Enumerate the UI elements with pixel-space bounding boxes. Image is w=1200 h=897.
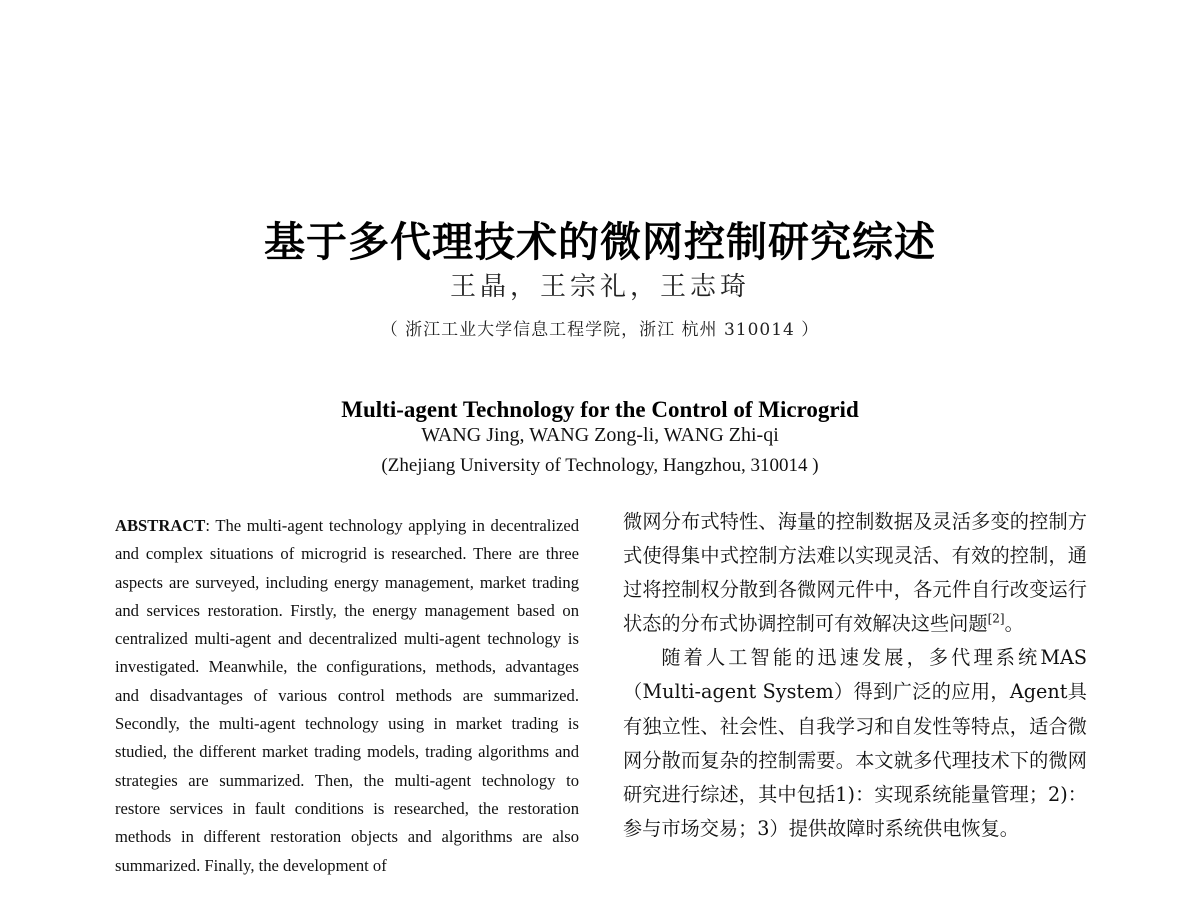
body-column-right xyxy=(623,505,1087,846)
abstract-label: ABSTRACT xyxy=(115,516,206,535)
english-title: Multi-agent Technology for the Control of Microgrid xyxy=(341,397,859,422)
body-paragraph-1 xyxy=(623,505,1087,641)
chinese-authors: 王晶，王宗礼，王志琦 xyxy=(449,272,750,302)
body-paragraph-1-end: 。 xyxy=(1004,612,1024,636)
english-authors: WANG Jing, WANG Zong-li, WANG Zhi-qi xyxy=(421,424,779,446)
english-affiliation: (Zhejiang University of Technology, Hangzhou, 310014 ) xyxy=(381,455,819,476)
abstract-paragraph xyxy=(115,512,579,880)
citation-ref: [2] xyxy=(987,611,1005,626)
abstract-text: : The multi-agent technology applying in decentralized and complex situations of microgrid is researched. There are three aspects are surveyed, including energy management, market trading and services restoration. Firstly, the energy management based on centralized multi-agent and decentralized multi-agent technology is investigated. Meanwhile, the configurations, methods, advantages and disadvantages of various control methods are summarized. Secondly, the multi-agent technology using in market trading is studied, the different market trading models, trading algorithms and strategies are summarized. Then, the multi-agent technology to restore services in fault conditions is researched, the restoration methods in different restoration objects and algorithms are also summarized. Finally, the development of xyxy=(115,516,579,875)
body-paragraph-1-text: 微网分布式特性、海量的控制数据及灵活多变的控制方式使得集中式控制方法难以实现灵活、有效的控制，通过将控制权分散到各微网元件中，各元件自行改变运行状态的分布式协调控制可有效解决这些问题 xyxy=(623,510,1087,636)
chinese-affiliation: （ 浙江工业大学信息工程学院，浙江 杭州 310014 ） xyxy=(380,320,820,340)
body-paragraph-2: 随着人工智能的迅速发展，多代理系统MAS（Multi-agent System）得到广泛的应用，Agent具有独立性、社会性、自我学习和自发性等特点，适合微网分散而复杂的控制需要。本文就多代理技术下的微网研究进行综述，其中包括1)：实现系统能量管理；2)：参与市场交易；3）提供故障时系统供电恢复。 xyxy=(623,646,1087,840)
chinese-title: 基于多代理技术的微网控制研究综述 xyxy=(264,218,936,266)
